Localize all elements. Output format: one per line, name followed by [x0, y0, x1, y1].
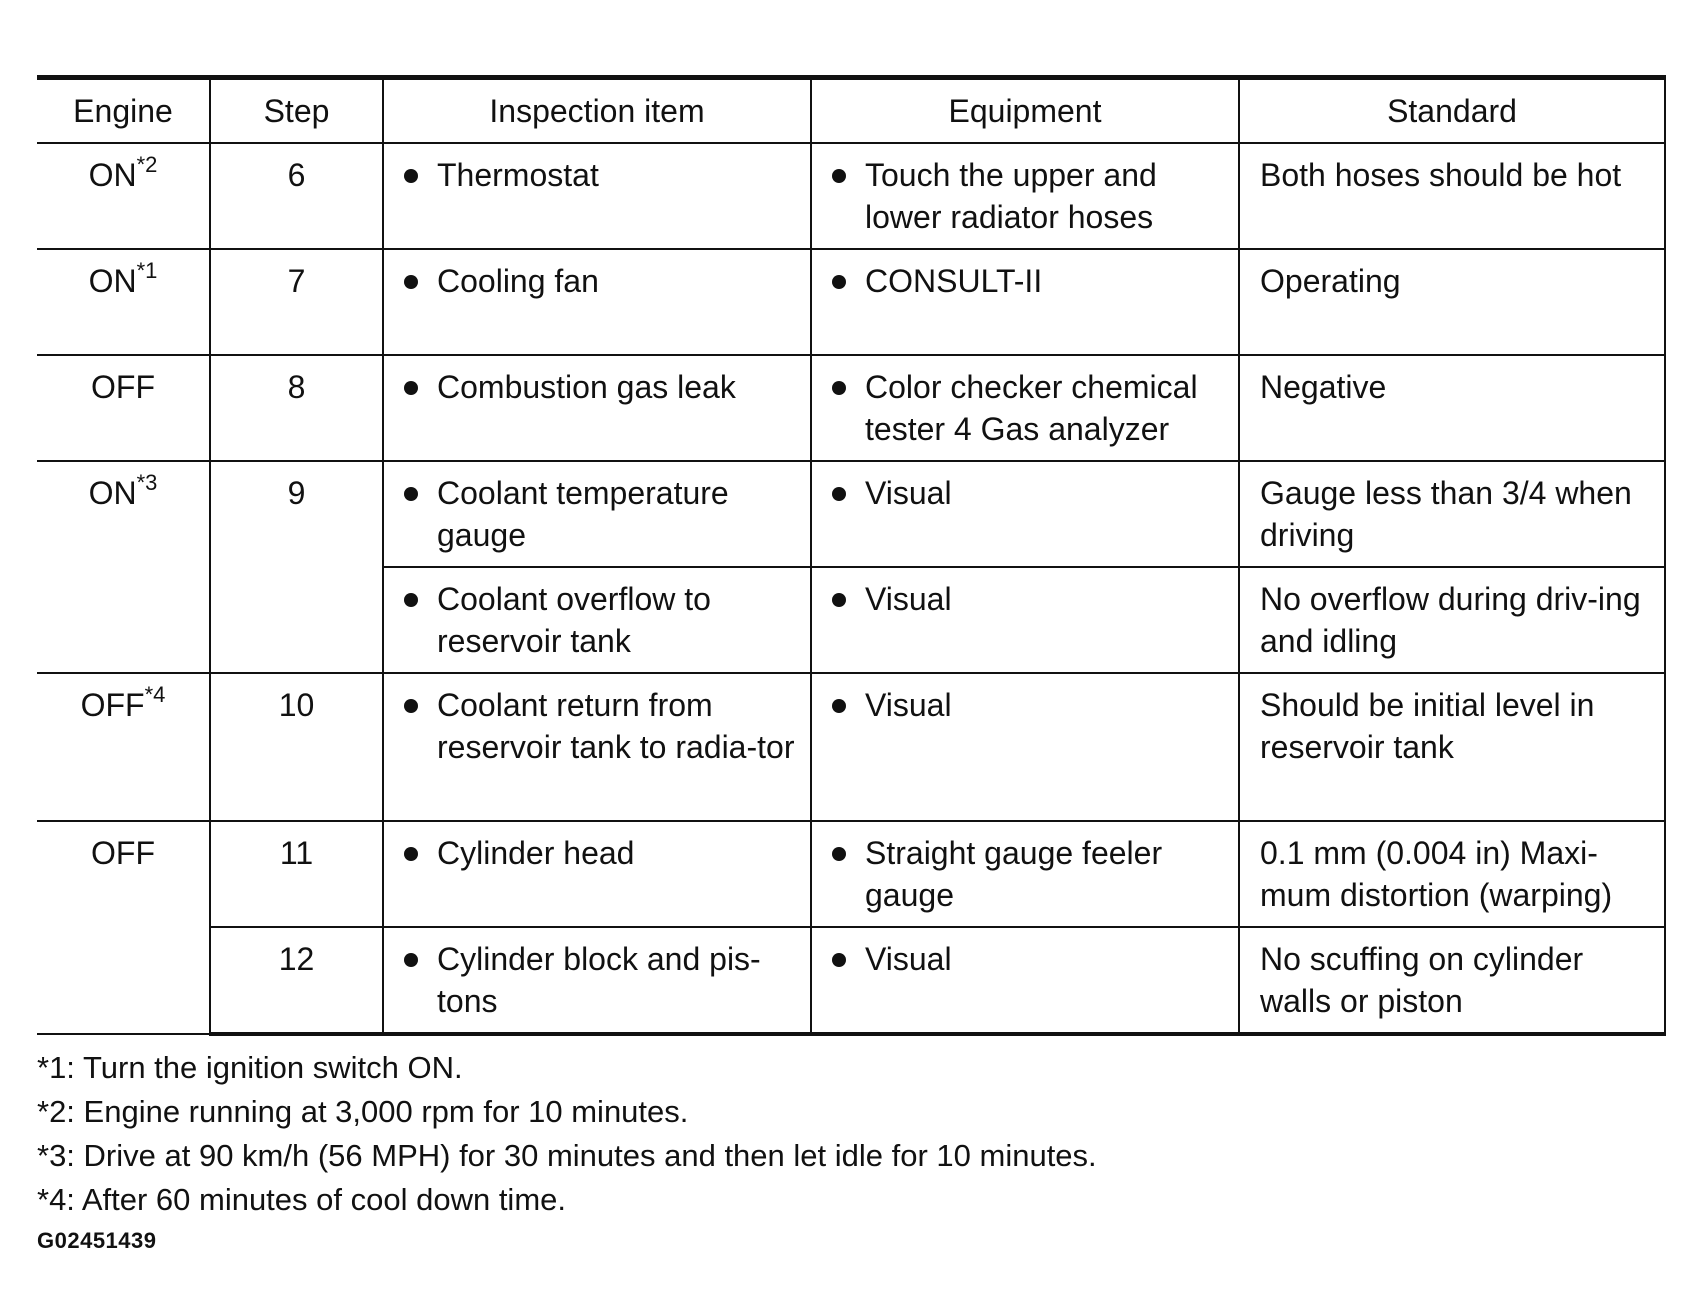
inspection-item-text: Cooling fan [437, 263, 599, 299]
equipment-text: Visual [865, 941, 952, 977]
standard-cell: No overflow during driv-ing and idling [1239, 567, 1665, 673]
engine-note-ref: *2 [136, 152, 158, 178]
step-cell: 11 [210, 821, 383, 927]
table-header-row [37, 78, 1665, 144]
step-cell: 10 [210, 673, 383, 821]
step-cell: 12 [210, 927, 383, 1034]
standard-cell: Should be initial level in reservoir tank [1239, 673, 1665, 821]
step-cell: 7 [210, 249, 383, 355]
footnote: *4: After 60 minutes of cool down time. [37, 1182, 566, 1217]
bullet-icon [832, 275, 846, 289]
inspection-item-cell [383, 567, 811, 673]
bullet-icon [832, 169, 846, 183]
table-row [37, 927, 1665, 1034]
inspection-item-cell [383, 673, 811, 821]
header-inspection-item: Inspection item [383, 78, 811, 144]
footnote: *2: Engine running at 3,000 rpm for 10 minutes. [37, 1094, 689, 1129]
engine-state: ON [88, 475, 137, 511]
engine-note-ref: *3 [136, 470, 158, 496]
header-step: Step [210, 78, 383, 144]
engine-cell [37, 355, 210, 461]
equipment-text: CONSULT-II [865, 263, 1043, 299]
table-row [37, 461, 1665, 567]
inspection-item-cell [383, 461, 811, 567]
figure-id: G02451439 [37, 1228, 157, 1253]
inspection-item-text: Coolant return from reservoir tank to radia-tor [437, 687, 795, 765]
standard-cell: Gauge less than 3/4 when driving [1239, 461, 1665, 567]
standard-cell: 0.1 mm (0.004 in) Maxi-mum distortion (warping) [1239, 821, 1665, 927]
engine-state: ON [88, 263, 137, 299]
inspection-table [37, 75, 1666, 1036]
step-cell: 8 [210, 355, 383, 461]
equipment-text: Touch the upper and lower radiator hoses [865, 157, 1157, 235]
bullet-icon [832, 487, 846, 501]
table-row [37, 143, 1665, 249]
engine-note-ref: *4 [144, 682, 166, 708]
step-cell: 6 [210, 143, 383, 249]
inspection-item-cell [383, 143, 811, 249]
equipment-cell [811, 567, 1239, 673]
bullet-icon [404, 699, 418, 713]
standard-cell: Operating [1239, 249, 1665, 355]
engine-note-ref: *1 [136, 258, 158, 284]
step-cell: 9 [210, 461, 383, 673]
equipment-text: Visual [865, 687, 952, 723]
bullet-icon [404, 487, 418, 501]
engine-state: OFF [91, 369, 155, 405]
inspection-item-text: Coolant overflow to reservoir tank [437, 581, 711, 659]
standard-cell: Negative [1239, 355, 1665, 461]
header-equipment: Equipment [811, 78, 1239, 144]
table-row [37, 673, 1665, 821]
equipment-cell [811, 355, 1239, 461]
bullet-icon [832, 699, 846, 713]
equipment-cell [811, 461, 1239, 567]
inspection-item-cell [383, 927, 811, 1034]
bullet-icon [404, 169, 418, 183]
equipment-text: Straight gauge feeler gauge [865, 835, 1163, 913]
inspection-item-cell [383, 821, 811, 927]
equipment-cell [811, 673, 1239, 821]
bullet-icon [832, 381, 846, 395]
table-row [37, 355, 1665, 461]
engine-state: OFF [91, 835, 155, 871]
footnotes [37, 1046, 1665, 1222]
inspection-item-cell [383, 355, 811, 461]
equipment-text: Visual [865, 581, 952, 617]
bullet-icon [404, 275, 418, 289]
header-standard: Standard [1239, 78, 1665, 144]
standard-cell: Both hoses should be hot [1239, 143, 1665, 249]
engine-cell [37, 461, 210, 673]
inspection-item-text: Cylinder head [437, 835, 635, 871]
engine-state: ON [88, 157, 137, 193]
engine-cell [37, 821, 210, 1034]
engine-cell [37, 249, 210, 355]
bullet-icon [404, 593, 418, 607]
bullet-icon [404, 381, 418, 395]
document [37, 75, 1665, 1254]
bullet-icon [832, 847, 846, 861]
header-engine: Engine [37, 78, 210, 144]
footnote: *1: Turn the ignition switch ON. [37, 1050, 463, 1085]
inspection-item-text: Combustion gas leak [437, 369, 736, 405]
inspection-item-text: Thermostat [437, 157, 599, 193]
bullet-icon [404, 847, 418, 861]
engine-cell [37, 143, 210, 249]
bullet-icon [404, 953, 418, 967]
inspection-item-text: Coolant temperature gauge [437, 475, 729, 553]
footnote: *3: Drive at 90 km/h (56 MPH) for 30 minutes and then let idle for 10 minutes. [37, 1138, 1097, 1173]
equipment-cell [811, 249, 1239, 355]
equipment-cell [811, 143, 1239, 249]
bullet-icon [832, 953, 846, 967]
inspection-item-cell [383, 249, 811, 355]
bullet-icon [832, 593, 846, 607]
equipment-cell [811, 821, 1239, 927]
standard-cell: No scuffing on cylinder walls or piston [1239, 927, 1665, 1034]
inspection-item-text: Cylinder block and pis-tons [437, 941, 761, 1019]
equipment-text: Visual [865, 475, 952, 511]
equipment-cell [811, 927, 1239, 1034]
table-row [37, 821, 1665, 927]
engine-cell [37, 673, 210, 821]
table-row [37, 249, 1665, 355]
equipment-text: Color checker chemical tester 4 Gas analyzer [865, 369, 1198, 447]
engine-state: OFF [80, 687, 145, 723]
